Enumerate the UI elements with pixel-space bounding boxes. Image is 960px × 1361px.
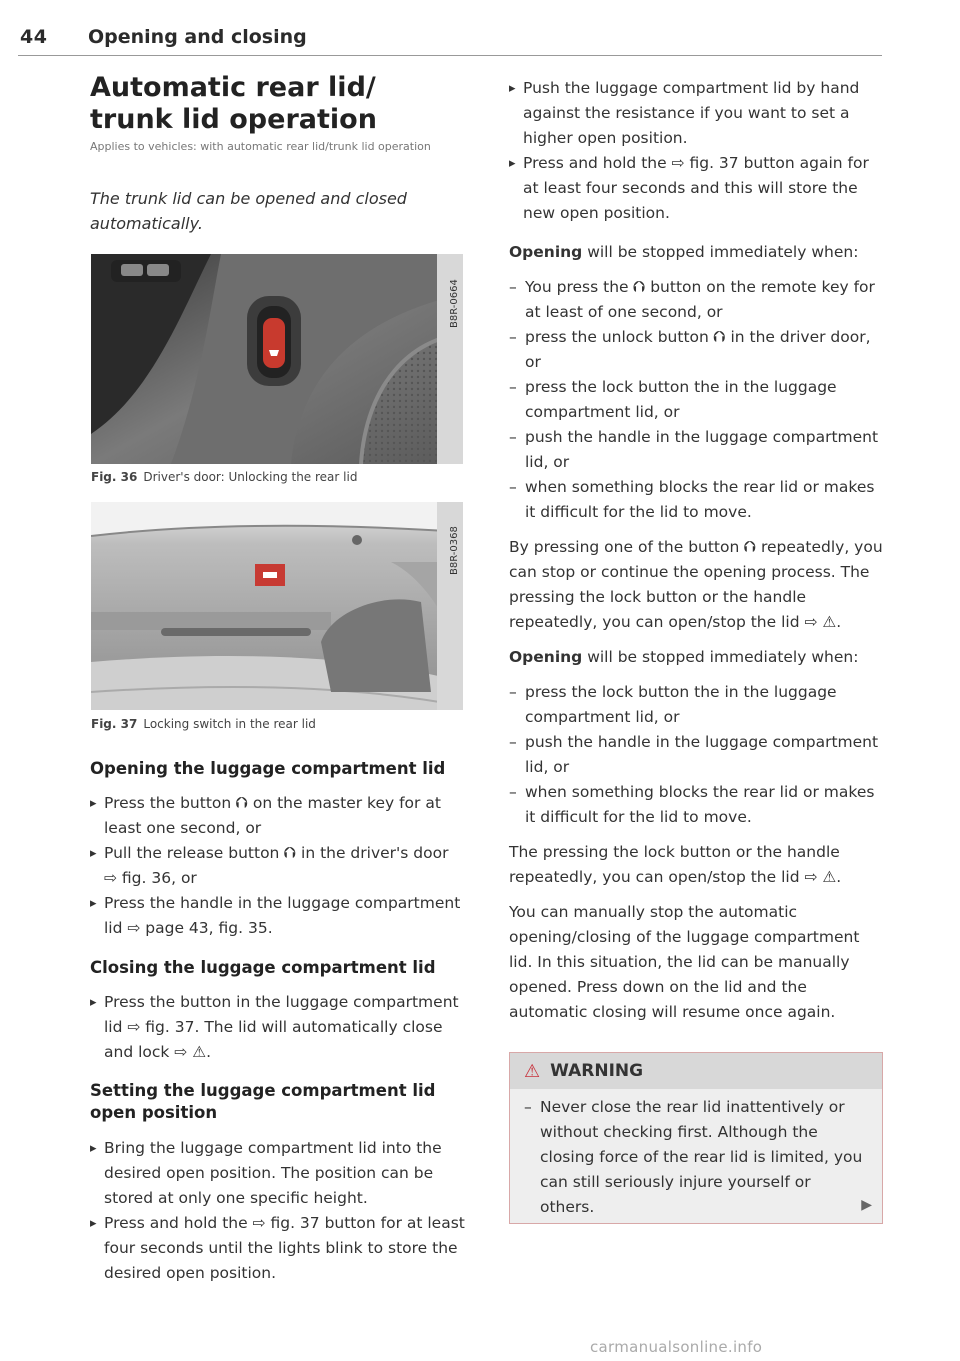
- warning-text: – Never close the rear lid inattentively or without checking first. Although the closing force of the rear lid is limited, you can still seriously injure yourself or others.: [524, 1095, 868, 1220]
- list-item: – when something blocks the rear lid or makes it difficult for the lid to move.: [509, 780, 884, 830]
- watermark: carmanualsonline.info: [590, 1338, 763, 1356]
- figure-37-code: B8R-0368: [449, 526, 460, 575]
- opening-rest: will be stopped immediately when:: [582, 648, 859, 666]
- applies-note: Applies to vehicles: with automatic rear lid/trunk lid operation: [90, 140, 431, 153]
- intro-text: The trunk lid can be opened and closed automatically.: [90, 189, 407, 233]
- heading-opening: Opening the luggage compartment lid: [90, 759, 446, 778]
- warning-box: [509, 1052, 883, 1224]
- list-item: – when something blocks the rear lid or makes it difficult for the lid to move.: [509, 475, 884, 525]
- list-item: – press the lock button the in the luggage compartment lid, or: [509, 375, 884, 425]
- paragraph: You can manually stop the automatic opening/closing of the luggage compartment lid. In this situation, the lid can be manually opened. Press down on the lid and the automatic closing will resume once again.: [509, 903, 860, 1021]
- figure-36-text: Driver's door: Unlocking the rear lid: [143, 470, 358, 484]
- right-column: [509, 76, 884, 1035]
- figure-36-caption: [91, 470, 357, 484]
- figure-37-number: Fig. 37: [91, 717, 138, 731]
- list-item: ▸ Push the luggage compartment lid by hand against the resistance if you want to set a higher open position.: [509, 76, 884, 151]
- warning-icon: ⚠: [524, 1060, 541, 1082]
- heading-closing: Closing the luggage compartment lid: [90, 958, 436, 977]
- warning-body: [510, 1089, 882, 1220]
- continue-arrow-icon: ▶: [861, 1197, 872, 1213]
- list-item: ▸ Press the handle in the luggage compartment lid ⇨ page 43, fig. 35.: [90, 891, 465, 941]
- opening-list: [90, 791, 465, 941]
- list-item: – push the handle in the luggage compartment lid, or: [509, 425, 884, 475]
- list-item: ▸ Press the button ⮉ on the master key for at least one second, or: [90, 791, 465, 841]
- list-item: – press the lock button the in the luggage compartment lid, or: [509, 680, 884, 730]
- figure-36-number: Fig. 36: [91, 470, 138, 484]
- list-item: ▸ Pull the release button ⮉ in the driver's door ⇨ fig. 36, or: [90, 841, 465, 891]
- opening-stop-intro-2: [509, 645, 884, 670]
- list-item: ▸ Press the button in the luggage compartment lid ⇨ fig. 37. The lid will automatically close and lock ⇨ ⚠.: [90, 990, 465, 1065]
- opening-label: Opening: [509, 243, 583, 261]
- figure-37-caption: [91, 717, 316, 731]
- paragraph: The pressing the lock button or the handle repeatedly, you can open/stop the lid ⇨ ⚠.: [509, 843, 842, 886]
- list-item: ▸ Press and hold the ⇨ fig. 37 button for at least four seconds until the lights blink to store the desired open position.: [90, 1211, 465, 1286]
- closing-list: [90, 990, 465, 1065]
- opening-rest: will be stopped immediately when:: [582, 243, 859, 261]
- figure-37-image: [91, 502, 463, 710]
- page-title: Automatic rear lid/ trunk lid operation: [90, 72, 377, 135]
- opening-stop-intro-1: [509, 240, 884, 265]
- header-divider: [18, 55, 882, 56]
- page-number: 44: [20, 26, 48, 48]
- list-item: – You press the ⮉ button on the remote key for at least of one second, or: [509, 275, 884, 325]
- section-title: Opening and closing: [88, 26, 307, 48]
- list-item: – push the handle in the luggage compartment lid, or: [509, 730, 884, 780]
- setting-list: [90, 1136, 465, 1286]
- list-item: – press the unlock button ⮉ in the driver door, or: [509, 325, 884, 375]
- opening-label: Opening: [509, 648, 583, 666]
- figure-36-code: B8R-0664: [449, 279, 460, 328]
- heading-setting: Setting the luggage compartment lid open position: [90, 1081, 436, 1122]
- list-item: ▸ Press and hold the ⇨ fig. 37 button again for at least four seconds and this will store the new open position.: [509, 151, 884, 226]
- list-item: ▸ Bring the luggage compartment lid into the desired open position. The position can be stored at only one specific height.: [90, 1136, 465, 1211]
- warning-title: WARNING: [550, 1061, 644, 1081]
- figure-37-text: Locking switch in the rear lid: [143, 717, 316, 731]
- warning-header: [510, 1053, 882, 1089]
- figure-36-image: [91, 254, 463, 464]
- paragraph: By pressing one of the button ⮉ repeatedly, you can stop or continue the opening process. The pressing the lock button or the handle repeatedly, you can open/stop the lid ⇨ ⚠.: [509, 538, 883, 631]
